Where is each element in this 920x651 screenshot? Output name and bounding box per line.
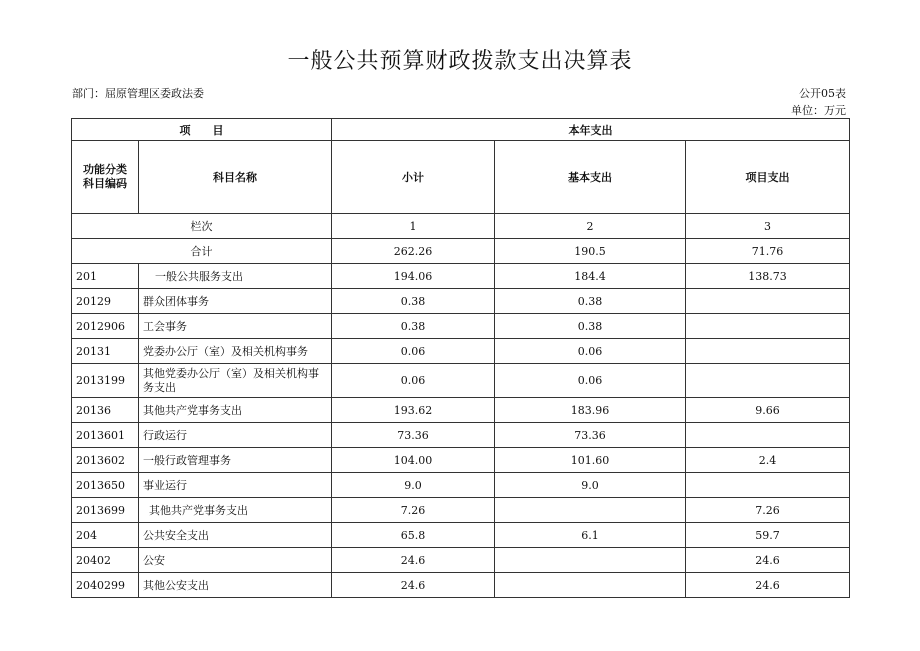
- table-row: [72, 314, 850, 339]
- row-code: 2040299: [72, 573, 139, 598]
- total-basic: 190.5: [495, 239, 686, 264]
- row-subtotal: 7.26: [332, 498, 495, 523]
- report-title: 一般公共预算财政拨款支出决算表: [287, 49, 633, 74]
- header-subject-name: 科目名称: [139, 141, 332, 214]
- row-basic: [495, 498, 686, 523]
- row-name: 一般行政管理事务: [139, 448, 332, 473]
- row-basic: 73.36: [495, 423, 686, 448]
- row-basic: 0.06: [495, 339, 686, 364]
- row-name: 群众团体事务: [139, 289, 332, 314]
- header-basic: 基本支出: [495, 141, 686, 214]
- header-project: 项 目: [72, 119, 332, 141]
- row-code: 20136: [72, 398, 139, 423]
- row-name: 其他公安支出: [139, 573, 332, 598]
- row-subtotal: 9.0: [332, 473, 495, 498]
- row-subtotal: 73.36: [332, 423, 495, 448]
- row-project: [686, 473, 850, 498]
- row-code: 201: [72, 264, 139, 289]
- row-basic: 101.60: [495, 448, 686, 473]
- row-subtotal: 0.38: [332, 289, 495, 314]
- row-name: 事业运行: [139, 473, 332, 498]
- row-project: [686, 289, 850, 314]
- form-code: 公开05表: [799, 87, 846, 100]
- index-c1: 1: [332, 214, 495, 239]
- row-name: 其他党委办公厅（室）及相关机构事务支出: [139, 364, 332, 398]
- index-row-label: 栏次: [72, 214, 332, 239]
- row-subtotal: 65.8: [332, 523, 495, 548]
- row-subtotal: 194.06: [332, 264, 495, 289]
- row-code: 20129: [72, 289, 139, 314]
- row-project: 59.7: [686, 523, 850, 548]
- row-code: 20131: [72, 339, 139, 364]
- row-subtotal: 104.00: [332, 448, 495, 473]
- row-project: 9.66: [686, 398, 850, 423]
- table-row: [72, 473, 850, 498]
- row-basic: 0.06: [495, 364, 686, 398]
- row-subtotal: 24.6: [332, 573, 495, 598]
- row-project: [686, 364, 850, 398]
- row-project: 24.6: [686, 573, 850, 598]
- table-row: [72, 498, 850, 523]
- row-project: [686, 339, 850, 364]
- table-row: [72, 264, 850, 289]
- expenditure-table: [71, 118, 850, 598]
- table-row: [72, 339, 850, 364]
- row-code: 2013199: [72, 364, 139, 398]
- total-row-label: 合计: [72, 239, 332, 264]
- row-project: [686, 423, 850, 448]
- row-basic: 9.0: [495, 473, 686, 498]
- row-basic: 0.38: [495, 289, 686, 314]
- row-subtotal: 0.06: [332, 364, 495, 398]
- row-project: 7.26: [686, 498, 850, 523]
- unit-label: 单位：万元: [791, 104, 846, 117]
- row-name: 其他共产党事务支出: [139, 398, 332, 423]
- row-code: 2013601: [72, 423, 139, 448]
- row-name: 党委办公厅（室）及相关机构事务: [139, 339, 332, 364]
- row-code: 204: [72, 523, 139, 548]
- row-basic: 183.96: [495, 398, 686, 423]
- row-name: 一般公共服务支出: [139, 264, 332, 289]
- total-project: 71.76: [686, 239, 850, 264]
- row-code: 20402: [72, 548, 139, 573]
- total-subtotal: 262.26: [332, 239, 495, 264]
- table-row: [72, 398, 850, 423]
- table-row: [72, 573, 850, 598]
- header-subtotal: 小计: [332, 141, 495, 214]
- row-code: 2012906: [72, 314, 139, 339]
- row-basic: [495, 573, 686, 598]
- header-current-year: 本年支出: [332, 119, 850, 141]
- department-label: 部门：屈原管理区委政法委: [72, 87, 204, 100]
- index-c3: 3: [686, 214, 850, 239]
- row-name: 公共安全支出: [139, 523, 332, 548]
- row-project: 24.6: [686, 548, 850, 573]
- row-basic: [495, 548, 686, 573]
- table-row: [72, 423, 850, 448]
- table-row: [72, 289, 850, 314]
- index-c2: 2: [495, 214, 686, 239]
- row-basic: 184.4: [495, 264, 686, 289]
- row-name: 其他共产党事务支出: [139, 498, 332, 523]
- row-subtotal: 0.38: [332, 314, 495, 339]
- row-code: 2013699: [72, 498, 139, 523]
- row-subtotal: 193.62: [332, 398, 495, 423]
- row-basic: 6.1: [495, 523, 686, 548]
- row-name: 工会事务: [139, 314, 332, 339]
- row-name: 行政运行: [139, 423, 332, 448]
- row-code: 2013650: [72, 473, 139, 498]
- header-func-code: 功能分类 科目编码: [72, 141, 139, 214]
- row-code: 2013602: [72, 448, 139, 473]
- table-row: [72, 448, 850, 473]
- row-project: 138.73: [686, 264, 850, 289]
- row-subtotal: 0.06: [332, 339, 495, 364]
- header-project-exp: 项目支出: [686, 141, 850, 214]
- row-project: [686, 314, 850, 339]
- row-basic: 0.38: [495, 314, 686, 339]
- row-name: 公安: [139, 548, 332, 573]
- table-row: [72, 523, 850, 548]
- row-project: 2.4: [686, 448, 850, 473]
- table-row: [72, 548, 850, 573]
- table-row: [72, 364, 850, 398]
- row-subtotal: 24.6: [332, 548, 495, 573]
